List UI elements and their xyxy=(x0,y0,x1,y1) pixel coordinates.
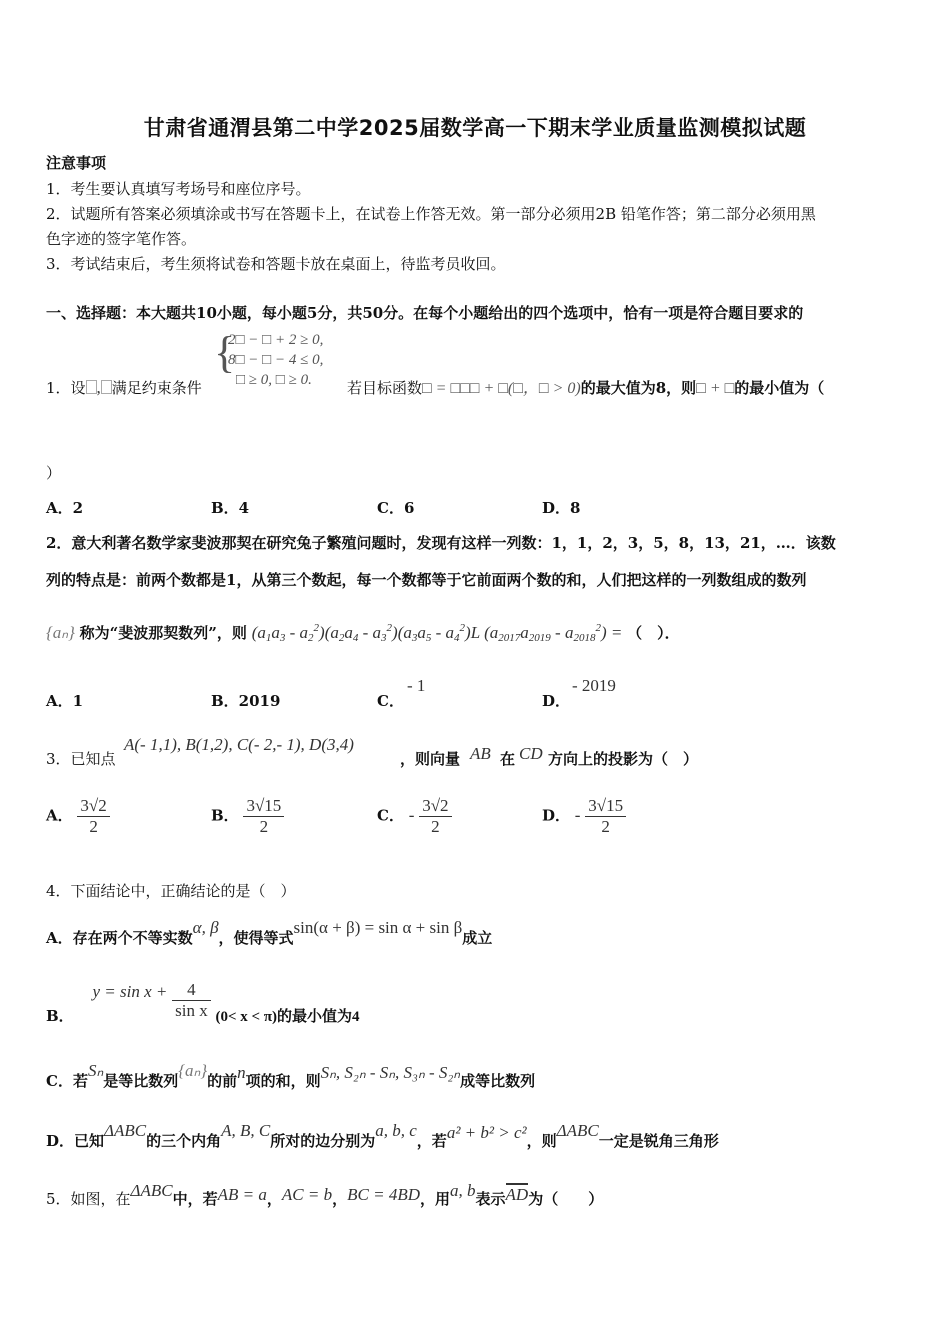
q3-mid: ，则向量 xyxy=(400,750,461,768)
section-heading: 一、选择题：本大题共10小题，每小题5分，共50分。在每个小题给出的四个选项中，恰有一项是符合题目要求的 xyxy=(46,304,804,322)
q1-mid: 若目标函数 xyxy=(347,379,423,397)
q3-vector-cd: CD xyxy=(519,744,543,763)
q3-tail: 方向上的投影为（ ） xyxy=(548,750,699,768)
q2-option-a: A．1 xyxy=(46,692,84,710)
q2-tail: （ ）． xyxy=(627,624,680,642)
q3-prefix: 3．已知点 xyxy=(46,750,116,768)
notice-heading: 注意事项 xyxy=(46,154,107,172)
notice-item-3: 3．考试结束后，考生须将试卷和答题卡放在桌面上，待监考员收回。 xyxy=(46,255,506,273)
q1-post: 的最大值为8，则 xyxy=(580,379,697,397)
q5-eq-bc: BC = 4BD xyxy=(347,1185,420,1204)
q3-points: A(- 1,1), B(1,2), C(- 2,- 1), D(3,4) xyxy=(124,735,354,754)
q4-option-a: A．存在两个不等实数α, β，使得等式sin(α + β) = sin α + sin β成立 xyxy=(46,918,493,947)
left-brace-icon: { xyxy=(214,328,236,377)
q3-option-a: A． $\frac{3√2}{2}$ xyxy=(46,796,110,837)
q5-eq-ab: AB = a xyxy=(217,1185,267,1204)
notice-item-2: 2．试题所有答案必须填涂或书写在答题卡上，在试卷上作答无效。第一部分必须用2B 铅笔作答；第二部分必须用黑 xyxy=(46,205,816,223)
q1-option-b: B．4 xyxy=(211,499,250,517)
q4-option-b: B． y = sin x + $\frac{4}{\text{sin x}}$ (0< x < π)的最小值为4 xyxy=(46,980,360,1025)
placeholder-box-icon xyxy=(101,380,112,394)
q1-option-d: D．8 xyxy=(542,499,581,517)
page-title: 甘肃省通渭县第二中学2025届数学高一下期末学业质量监测模拟试题 xyxy=(143,116,807,140)
q4-option-d: D．已知ΔABC的三个内角A, B, C所对的边分别为a, b, c，若a² + b² > c²，则ΔABC一定是锐角三角形 xyxy=(46,1121,719,1150)
q2-option-d-value: - 2019 xyxy=(572,676,616,695)
q1-prefix: 1．设 xyxy=(46,379,86,397)
q3-option-c: C． - $\frac{3√2}{2}$ xyxy=(377,796,452,837)
q1-option-a: A．2 xyxy=(46,499,84,517)
q1-close: ） xyxy=(46,464,62,482)
q4-option-c: C．若Sₙ是等比数列{aₙ}的前n项的和，则Sₙ, S₂ₙ - Sₙ, S₃ₙ - S₂ₙ成等比数列 xyxy=(46,1061,536,1090)
q1-constraint-3: □ ≥ 0, □ ≥ 0. xyxy=(236,372,312,388)
q1-option-c: C．6 xyxy=(377,499,415,517)
q1-constraint-1: 2□ − □ + 2 ≥ 0, xyxy=(228,332,324,348)
q5-triangle: ΔABC xyxy=(130,1181,173,1200)
q3-vector-ab: AB xyxy=(470,744,491,763)
q1-constraint-2: 8□ − □ − 4 ≤ 0, xyxy=(228,352,324,368)
q3-mid2: 在 xyxy=(500,750,516,768)
q5-vars: a, b xyxy=(450,1181,476,1200)
q2-option-c-value: - 1 xyxy=(407,676,426,695)
q2-option-b: B．2019 xyxy=(211,692,281,710)
q1-objective: □ = □□□ + □(□，□ > 0) xyxy=(422,380,581,397)
q5-mid3: 表示 xyxy=(475,1190,506,1208)
q5-tail: 为（ ） xyxy=(528,1190,604,1208)
q5-prefix: 5．如图，在 xyxy=(46,1190,131,1208)
q2-line-2: 列的特点是：前两个数都是1，从第三个数起，每一个数都等于它前面两个数的和，人们把这样的一列数组成的数列 xyxy=(46,571,807,589)
q5-mid: 中，若 xyxy=(172,1190,218,1208)
q2-line-1: 2．意大利著名数学家斐波那契在研究兔子繁殖问题时，发现有这样一列数：1，1，2，3，5，8，13，21，…．该数 xyxy=(46,534,836,552)
q5-vector-ad: AD xyxy=(505,1185,529,1204)
q1-expr: □ + □ xyxy=(696,380,735,397)
notice-item-1: 1．考生要认真填写考场号和座位序号。 xyxy=(46,180,311,198)
q3-option-b: B． $\frac{3√15}{2}$ xyxy=(211,796,284,837)
q2-product: $(a_1a_3 - a_2^2)(a_2a_4 - a_3^2)(a_3a_5 - a_4^2)L$ $(a_{2017}a_{2019} - a_{2018}^2)$ = xyxy=(251,622,623,644)
q4-stem: 4．下面结论中，正确结论的是（ ） xyxy=(46,882,296,900)
q1-tail: 的最小值为（ xyxy=(734,379,825,397)
q2-sequence: {aₙ} xyxy=(46,623,75,642)
notice-item-2-cont: 色字迹的签字笔作答。 xyxy=(46,230,197,248)
q2-option-d-label: D． xyxy=(542,692,571,710)
q5-mid2: ，用 xyxy=(420,1190,451,1208)
placeholder-box-icon xyxy=(86,380,97,394)
q2-option-c-label: C． xyxy=(377,692,404,710)
q3-option-d: D． - $\frac{3√15}{2}$ xyxy=(542,796,626,837)
q2-name: 称为“斐波那契数列”，则 xyxy=(79,624,247,642)
q1-condition: 满足约束条件 xyxy=(111,379,202,397)
q5-eq-ac: AC = b xyxy=(281,1185,333,1204)
